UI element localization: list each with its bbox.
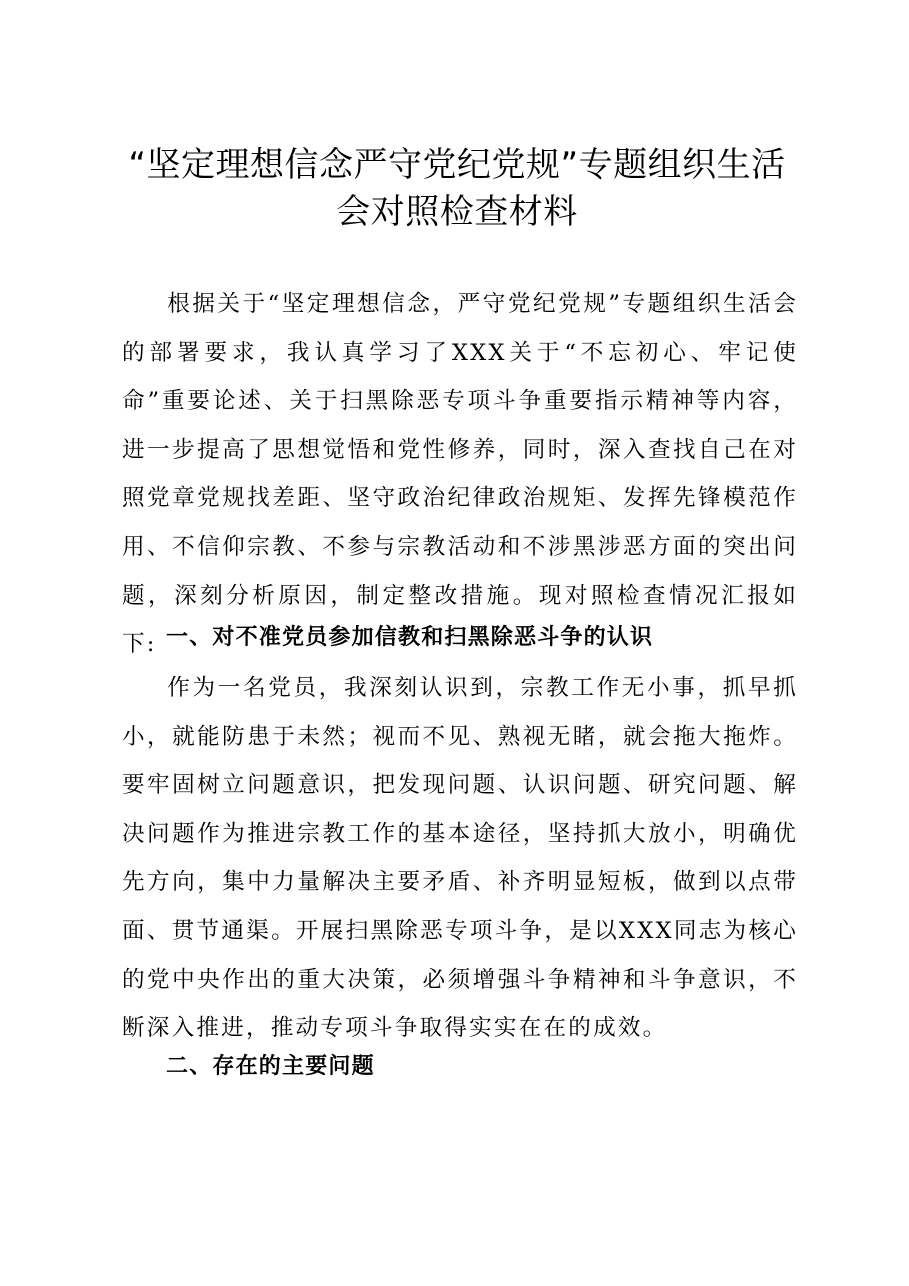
section-1-heading: 一、对不准党员参加信教和扫黑除恶斗争的认识 <box>166 625 654 650</box>
title-line-2: 会对照检查材料 <box>336 192 578 232</box>
title-line-1: “坚定理想信念严守党纪党规”专题组织生活 <box>128 145 786 185</box>
section-2-heading: 二、存在的主要问题 <box>166 1054 375 1079</box>
document-title <box>112 142 802 236</box>
section-1-paragraph: 作为一名党员，我深刻认识到，宗教工作无小事，抓早抓小，就能防患于未然；视而不见、熟视无睹，就会拖大拖炸。要牢固树立问题意识，把发现问题、认识问题、研究问题、解决问题作为推进宗教工作的基本途径，坚持抓大放小，明确优先方向，集中力量解决主要矛盾、补齐明显短板，做到以点带面、贯节通渠。开展扫黑除恶专项斗争，是以XXX同志为核心的党中央作出的重大决策，必须增强斗争精神和斗争意识，不断深入推进，推动专项斗争取得实实在在的成效。 <box>122 675 798 1042</box>
intro-paragraph: 根据关于“坚定理想信念，严守党纪党规”专题组织生活会的部署要求，我认真学习了XXX关于“不忘初心、牢记使命”重要论述、关于扫黑除恶专项斗争重要指示精神等内容，进一步提高了思想觉悟和党性修养，同时，深入查找自己在对照党章党规找差距、坚守政治纪律政治规矩、发挥先锋模范作用、不信仰宗教、不参与宗教活动和不涉黑涉恶方面的突出问题，深刻分析原因，制定整改措施。现对照检查情况汇报如下: <box>122 291 798 658</box>
